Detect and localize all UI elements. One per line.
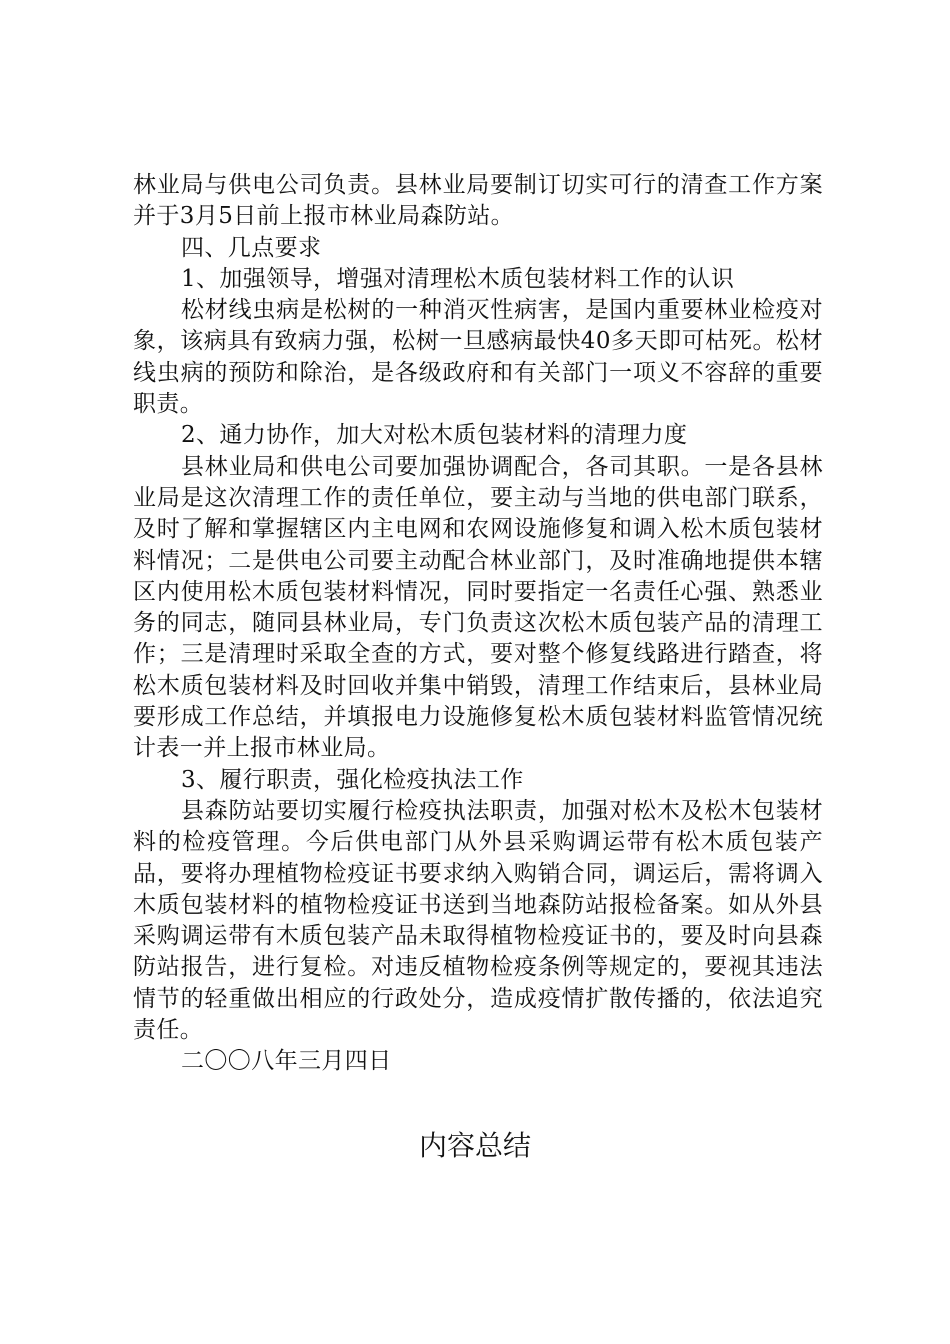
paragraph-disease: 松材线虫病是松树的一种消灭性病害，是国内重要林业检疫对象，该病具有致病力强，松树一旦感病最快40多天即可枯死。松材线虫病的预防和除治，是各级政府和有关部门一项义不容辞的重要职责。 (133, 297, 823, 418)
document-body (133, 170, 823, 1078)
section-heading-requirements: 四、几点要求 (181, 234, 322, 261)
subheading-quarantine: 3、履行职责，强化检疫执法工作 (181, 766, 524, 793)
paragraph-cooperation: 县林业局和供电公司要加强协调配合，各司其职。一是各县林业局是这次清理工作的责任单位，要主动与当地的供电部门联系，及时了解和掌握辖区内主电网和农网设施修复和调入松木质包装材料情况；二是供电公司要主动配合林业部门，及时准确地提供本辖区内使用松木质包装材料情况，同时要指定一名责任心强、熟悉业务的同志，随同县林业局，专门负责这次松木质包装产品的清理工作；三是清理时采取全查的方式，要对整个修复线路进行踏查，将松木质包装材料及时回收并集中销毁，清理工作结束后，县林业局要形成工作总结，并填报电力设施修复松木质包装材料监管情况统计表一并上报市林业局。 (133, 453, 823, 762)
summary-title: 内容总结 (418, 1129, 531, 1162)
paragraph-quarantine: 县森防站要切实履行检疫执法职责，加强对松木及松木包装材料的检疫管理。今后供电部门从外县采购调运带有松木质包装产品，要将办理植物检疫证书要求纳入购销合同，调运后，需将调入木质包装材料的植物检疫证书送到当地森防站报检备案。如从外县采购调运带有木质包装产品未取得植物检疫证书的，要及时向县森防站报告，进行复检。对违反植物检疫条例等规定的，要视其违法情节的轻重做出相应的行政处分，造成疫情扩散传播的，依法追究责任。 (133, 797, 823, 1044)
subheading-leadership: 1、加强领导，增强对清理松木质包装材料工作的认识 (181, 265, 735, 292)
subheading-cooperation: 2、通力协作，加大对松木质包装材料的清理力度 (181, 422, 688, 449)
document-date: 二〇〇八年三月四日 (181, 1048, 392, 1075)
paragraph-continuation: 林业局与供电公司负责。县林业局要制订切实可行的清查工作方案并于3月5日前上报市林业局森防站。 (133, 172, 823, 230)
